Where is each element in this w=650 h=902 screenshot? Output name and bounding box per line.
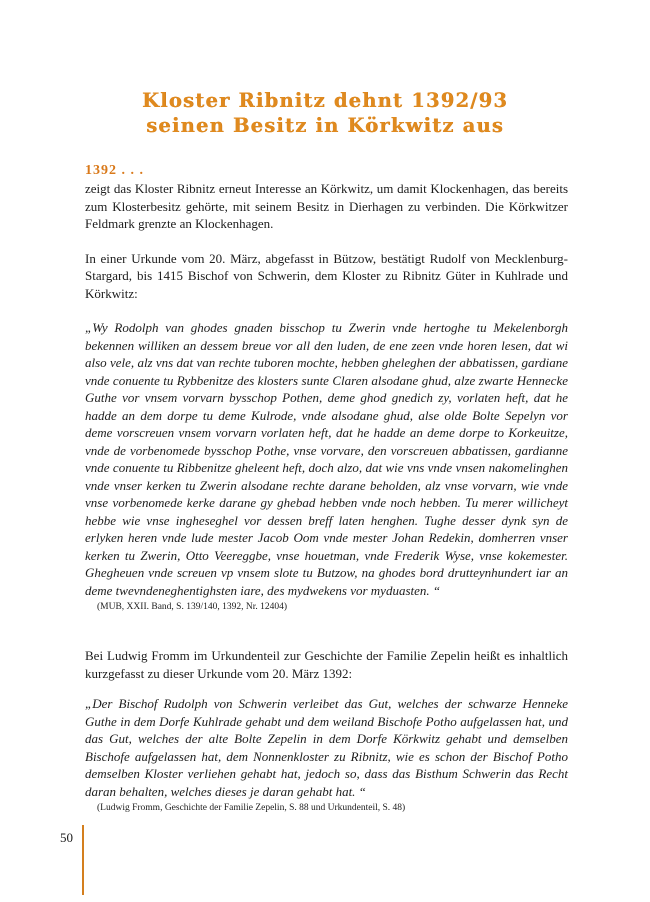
title-line-2: seinen Besitz in Körkwitz aus xyxy=(146,114,504,138)
fromm-quote: „Der Bischof Rudolph von Schwerin verleibet das Gut, welches der schwarze Henneke Guthe in dem Dorfe Kuhlrade gehabt und dem weiland Bischofe Potho aufgelassen hat, und das Gut, welches der alte Bolte Zepelin in dem Dorfe Körkwitz gehabt und demselben Bischofe aufgelassen hat, dem Nonnenkloster zu Ribnitz, wie es schon der Bischof Potho demselben Kloster verliehen gehabt hat, jedoch so, dass das Bisthum Schwerin das Recht daran behalten, welches dieses je daran gehabt hat. “ xyxy=(85,696,568,799)
margin-rule xyxy=(82,825,84,895)
fromm-source-citation: (Ludwig Fromm, Geschichte der Familie Zepelin, S. 88 und Urkundenteil, S. 48) xyxy=(97,803,406,813)
year-heading: 1392 . . . xyxy=(85,163,144,178)
intro-paragraph: zeigt das Kloster Ribnitz erneut Interesse an Körkwitz, um damit Klockenhagen, das bereits zum Klosterbesitz gehörte, mit seinem Besitz in Dierhagen zu verbinden. Die Körkwitzer Feldmark grenzte an Klockenhagen. xyxy=(85,181,568,231)
deed-source-citation: (MUB, XXII. Band, S. 139/140, 1392, Nr. 12404) xyxy=(97,602,287,612)
deed-quote: „Wy Rodolph van ghodes gnaden bisschop tu Zwerin vnde hertoghe tu Mekelenborgh bekennen williken an dessem breue vor all den luden, de ene zeen vnde horen lesen, dat wi also vele, alz vns dat van rechte tuboren mochte, hebben gheleghen der abbatissen, gardiane vnde conuente tu Rybbenitze des klosters sunte Claren alsodane ghud, alze zwarte Hennecke Guthe vor vnsem vorvarn bysschop Pothen, deme ghod gnedich zy, vorlaten heft, dat he hadde an dem dorpe tu deme Kulrode, vnde alsodane ghud, alse olde Bolte Sepelyn vor deme vorscreuen vnsem vorvarn vorlaten heft, dat he hadde an deme dorpe to Korkeuitze, vnde de vorbenomede bysschop Pothe, vnse vorvare, den vorscreuen abbatissen, gardianne vnde conuente tu Ribbenitze gheleent heft, doch alzo, dat wie vns vnde vnsen nakomelinghen vnde vnser kerken tu Zwerin alsodane rechte darane beholden, alz vnse vorvarn, wie vnde vnse vorbenomede kerke darane gy ghebad hebben vnde noch hebben. Tu merer willicheyt hebbe wie vnse ingheseghel vor dessen breff laten henghen. Tughe desser dynk syn de erlyken heren vnde lude mester Jacob Oom vnde mester Johan Redekin, domherren vnser kerken tu Zwerin, Otto Veereggbe, vnse houetman, vnde Frederik Wyse, vnse kokemester. Ghegheuen vnde screuen vp vnsem slote tu Butzow, na ghodes bord drutteynhundert iar an deme twevndeneghentighsten iare, des mydwekens vor myduasten. “ xyxy=(85,320,568,598)
deed-paragraph: In einer Urkunde vom 20. März, abgefasst in Bützow, bestätigt Rudolf von Mecklenburg-Stargard, bis 1415 Bischof von Schwerin, dem Kloster zu Ribnitz Güter in Kuhlrade und Körkwitz: xyxy=(85,250,568,301)
page-number: 50 xyxy=(60,830,73,845)
article-body xyxy=(85,162,568,815)
title-line-1: Kloster Ribnitz dehnt 1392/93 xyxy=(141,89,509,113)
page-title xyxy=(60,88,590,138)
fromm-paragraph: Bei Ludwig Fromm im Urkundenteil zur Geschichte der Familie Zepelin heißt es inhaltlich kurzgefasst zu dieser Urkunde vom 20. März 1392: xyxy=(85,648,568,681)
